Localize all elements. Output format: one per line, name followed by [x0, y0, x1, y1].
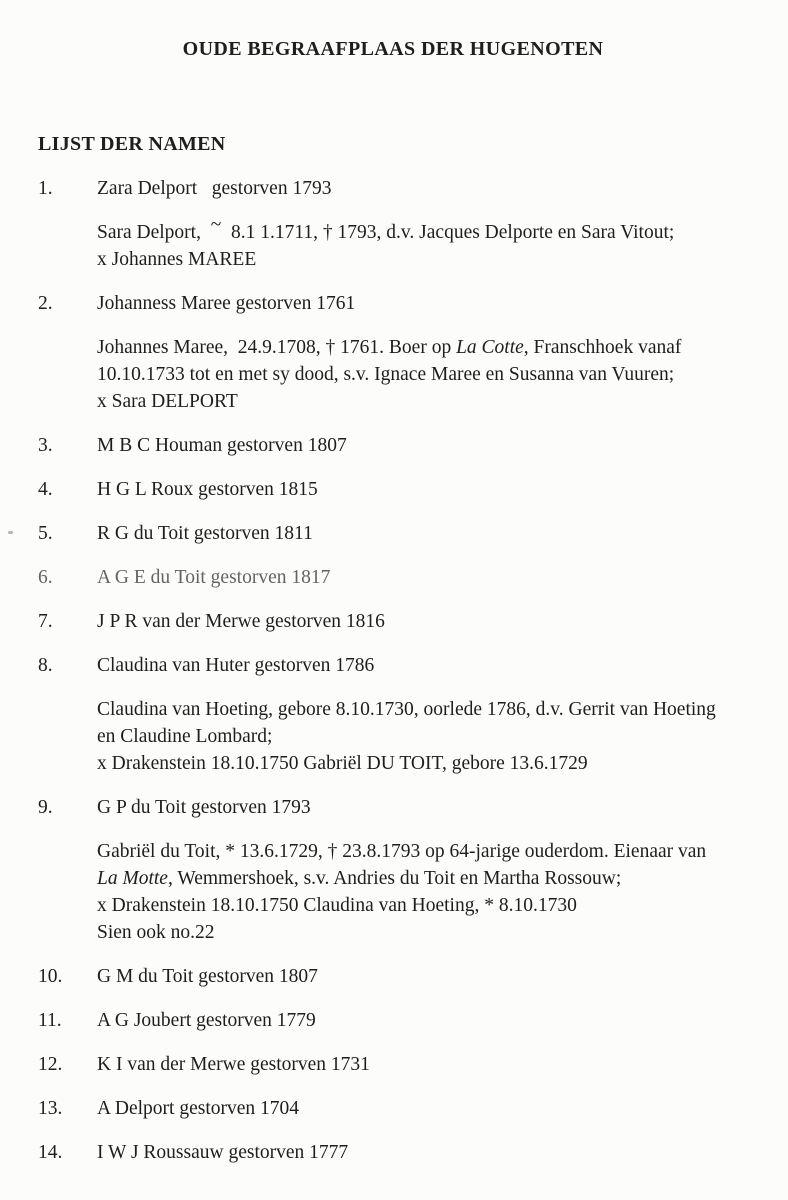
detail-line: [97, 388, 748, 415]
entry-heading-row: [38, 520, 748, 547]
entry-number: 7.: [38, 611, 53, 632]
detail-text: en Claudine Lombard;: [97, 726, 273, 747]
entry-detail-paragraph: [97, 214, 748, 273]
entry-heading-row: [38, 1139, 748, 1166]
entry-number: 14.: [38, 1142, 63, 1163]
detail-line: [97, 919, 748, 946]
entry-number: 13.: [38, 1098, 63, 1119]
list-entry: [38, 1095, 748, 1122]
entry-heading: G M du Toit gestorven 1807: [97, 966, 318, 987]
list-heading: LIJST DER NAMEN: [38, 133, 226, 155]
italic-text: La Cotte: [456, 337, 524, 358]
list-entry: [38, 564, 748, 591]
entry-heading: K I van der Merwe gestorven 1731: [97, 1054, 370, 1075]
entry-number: 1.: [38, 178, 53, 199]
list-entry: [38, 608, 748, 635]
entry-heading: H G L Roux gestorven 1815: [97, 479, 318, 500]
detail-text: Gabriël du Toit, * 13.6.1729, † 23.8.1793 op 64-jarige ouderdom. Eienaar van: [97, 841, 707, 862]
detail-line: [97, 750, 748, 777]
detail-line: [97, 838, 748, 865]
detail-line: [97, 246, 748, 273]
entry-number: 4.: [38, 479, 53, 500]
detail-text: Sara Delport,: [97, 222, 211, 243]
entry-heading-row: [38, 476, 748, 503]
entry-heading: Claudina van Huter gestorven 1786: [97, 655, 375, 676]
entry-heading: Johanness Maree gestorven 1761: [97, 293, 356, 314]
list-entry: [38, 794, 748, 946]
detail-line: [97, 723, 748, 750]
entry-heading: A G Joubert gestorven 1779: [97, 1010, 316, 1031]
list-entry: [38, 1139, 748, 1166]
list-entry: [38, 520, 748, 547]
detail-line: [97, 865, 748, 892]
entry-number: 2.: [38, 293, 53, 314]
entry-heading: I W J Roussauw gestorven 1777: [97, 1142, 349, 1163]
detail-line: [97, 214, 748, 246]
entry-heading-row: [38, 1095, 748, 1122]
baptism-tilde-symbol: ~: [210, 214, 222, 236]
list-entry: [38, 963, 748, 990]
entry-number: 11.: [38, 1010, 62, 1031]
detail-line: [97, 892, 748, 919]
entry-heading: J P R van der Merwe gestorven 1816: [97, 611, 385, 632]
entry-heading: G P du Toit gestorven 1793: [97, 797, 311, 818]
detail-line: [97, 361, 748, 388]
entry-number: 5.: [38, 523, 53, 544]
detail-text: Sien ook no.22: [97, 922, 215, 943]
detail-line: [97, 696, 748, 723]
entry-heading-row: [38, 1051, 748, 1078]
list-entry: [38, 290, 748, 415]
scan-artifact-speck: [8, 531, 13, 534]
document-title: OUDE BEGRAAFPLAAS DER HUGENOTEN: [182, 38, 604, 60]
entries-list: [38, 175, 748, 1166]
entry-heading-row: [38, 290, 748, 317]
entry-number: 9.: [38, 797, 53, 818]
entry-detail-paragraph: [97, 838, 748, 946]
list-entry: [38, 652, 748, 777]
entry-number: 10.: [38, 966, 63, 987]
entry-detail-paragraph: [97, 334, 748, 415]
entry-heading: A Delport gestorven 1704: [97, 1098, 300, 1119]
list-entry: [38, 1007, 748, 1034]
entry-heading-row: [38, 175, 748, 202]
entry-number: 6.: [38, 567, 53, 588]
detail-text: 8.1 1.1711, † 1793, d.v. Jacques Delporte en Sara Vitout;: [221, 222, 675, 243]
entry-heading-row: [38, 652, 748, 679]
entry-heading-row: [38, 963, 748, 990]
detail-text: x Drakenstein 18.10.1750 Gabriël DU TOIT, gebore 13.6.1729: [97, 753, 588, 774]
entry-detail-paragraph: [97, 696, 748, 777]
entry-heading-row: [38, 608, 748, 635]
entry-heading: M B C Houman gestorven 1807: [97, 435, 347, 456]
entry-heading: Zara Delport gestorven 1793: [97, 178, 332, 199]
list-entry: [38, 1051, 748, 1078]
list-entry: [38, 175, 748, 273]
entry-number: 12.: [38, 1054, 63, 1075]
detail-line: [97, 334, 748, 361]
detail-text: 10.10.1733 tot en met sy dood, s.v. Ignace Maree en Susanna van Vuuren;: [97, 364, 675, 385]
detail-text: Johannes Maree, 24.9.1708, † 1761. Boer op: [97, 337, 457, 358]
detail-text: x Drakenstein 18.10.1750 Claudina van Hoeting, * 8.10.1730: [97, 895, 577, 916]
list-entry: [38, 432, 748, 459]
entry-heading-row: [38, 1007, 748, 1034]
entry-heading: R G du Toit gestorven 1811: [97, 523, 313, 544]
entry-heading: A G E du Toit gestorven 1817: [97, 567, 331, 588]
list-entry: [38, 476, 748, 503]
detail-text: , Franschhoek vanaf: [523, 337, 682, 358]
detail-text: x Sara DELPORT: [97, 391, 238, 412]
detail-text: Claudina van Hoeting, gebore 8.10.1730, oorlede 1786, d.v. Gerrit van Hoeting: [97, 699, 716, 720]
detail-text: , Wemmershoek, s.v. Andries du Toit en Martha Rossouw;: [167, 868, 622, 889]
entry-number: 8.: [38, 655, 53, 676]
entry-heading-row: [38, 564, 748, 591]
entry-heading-row: [38, 432, 748, 459]
entry-number: 3.: [38, 435, 53, 456]
detail-text: x Johannes MAREE: [97, 249, 257, 270]
entry-heading-row: [38, 794, 748, 821]
italic-text: La Motte: [97, 868, 168, 889]
